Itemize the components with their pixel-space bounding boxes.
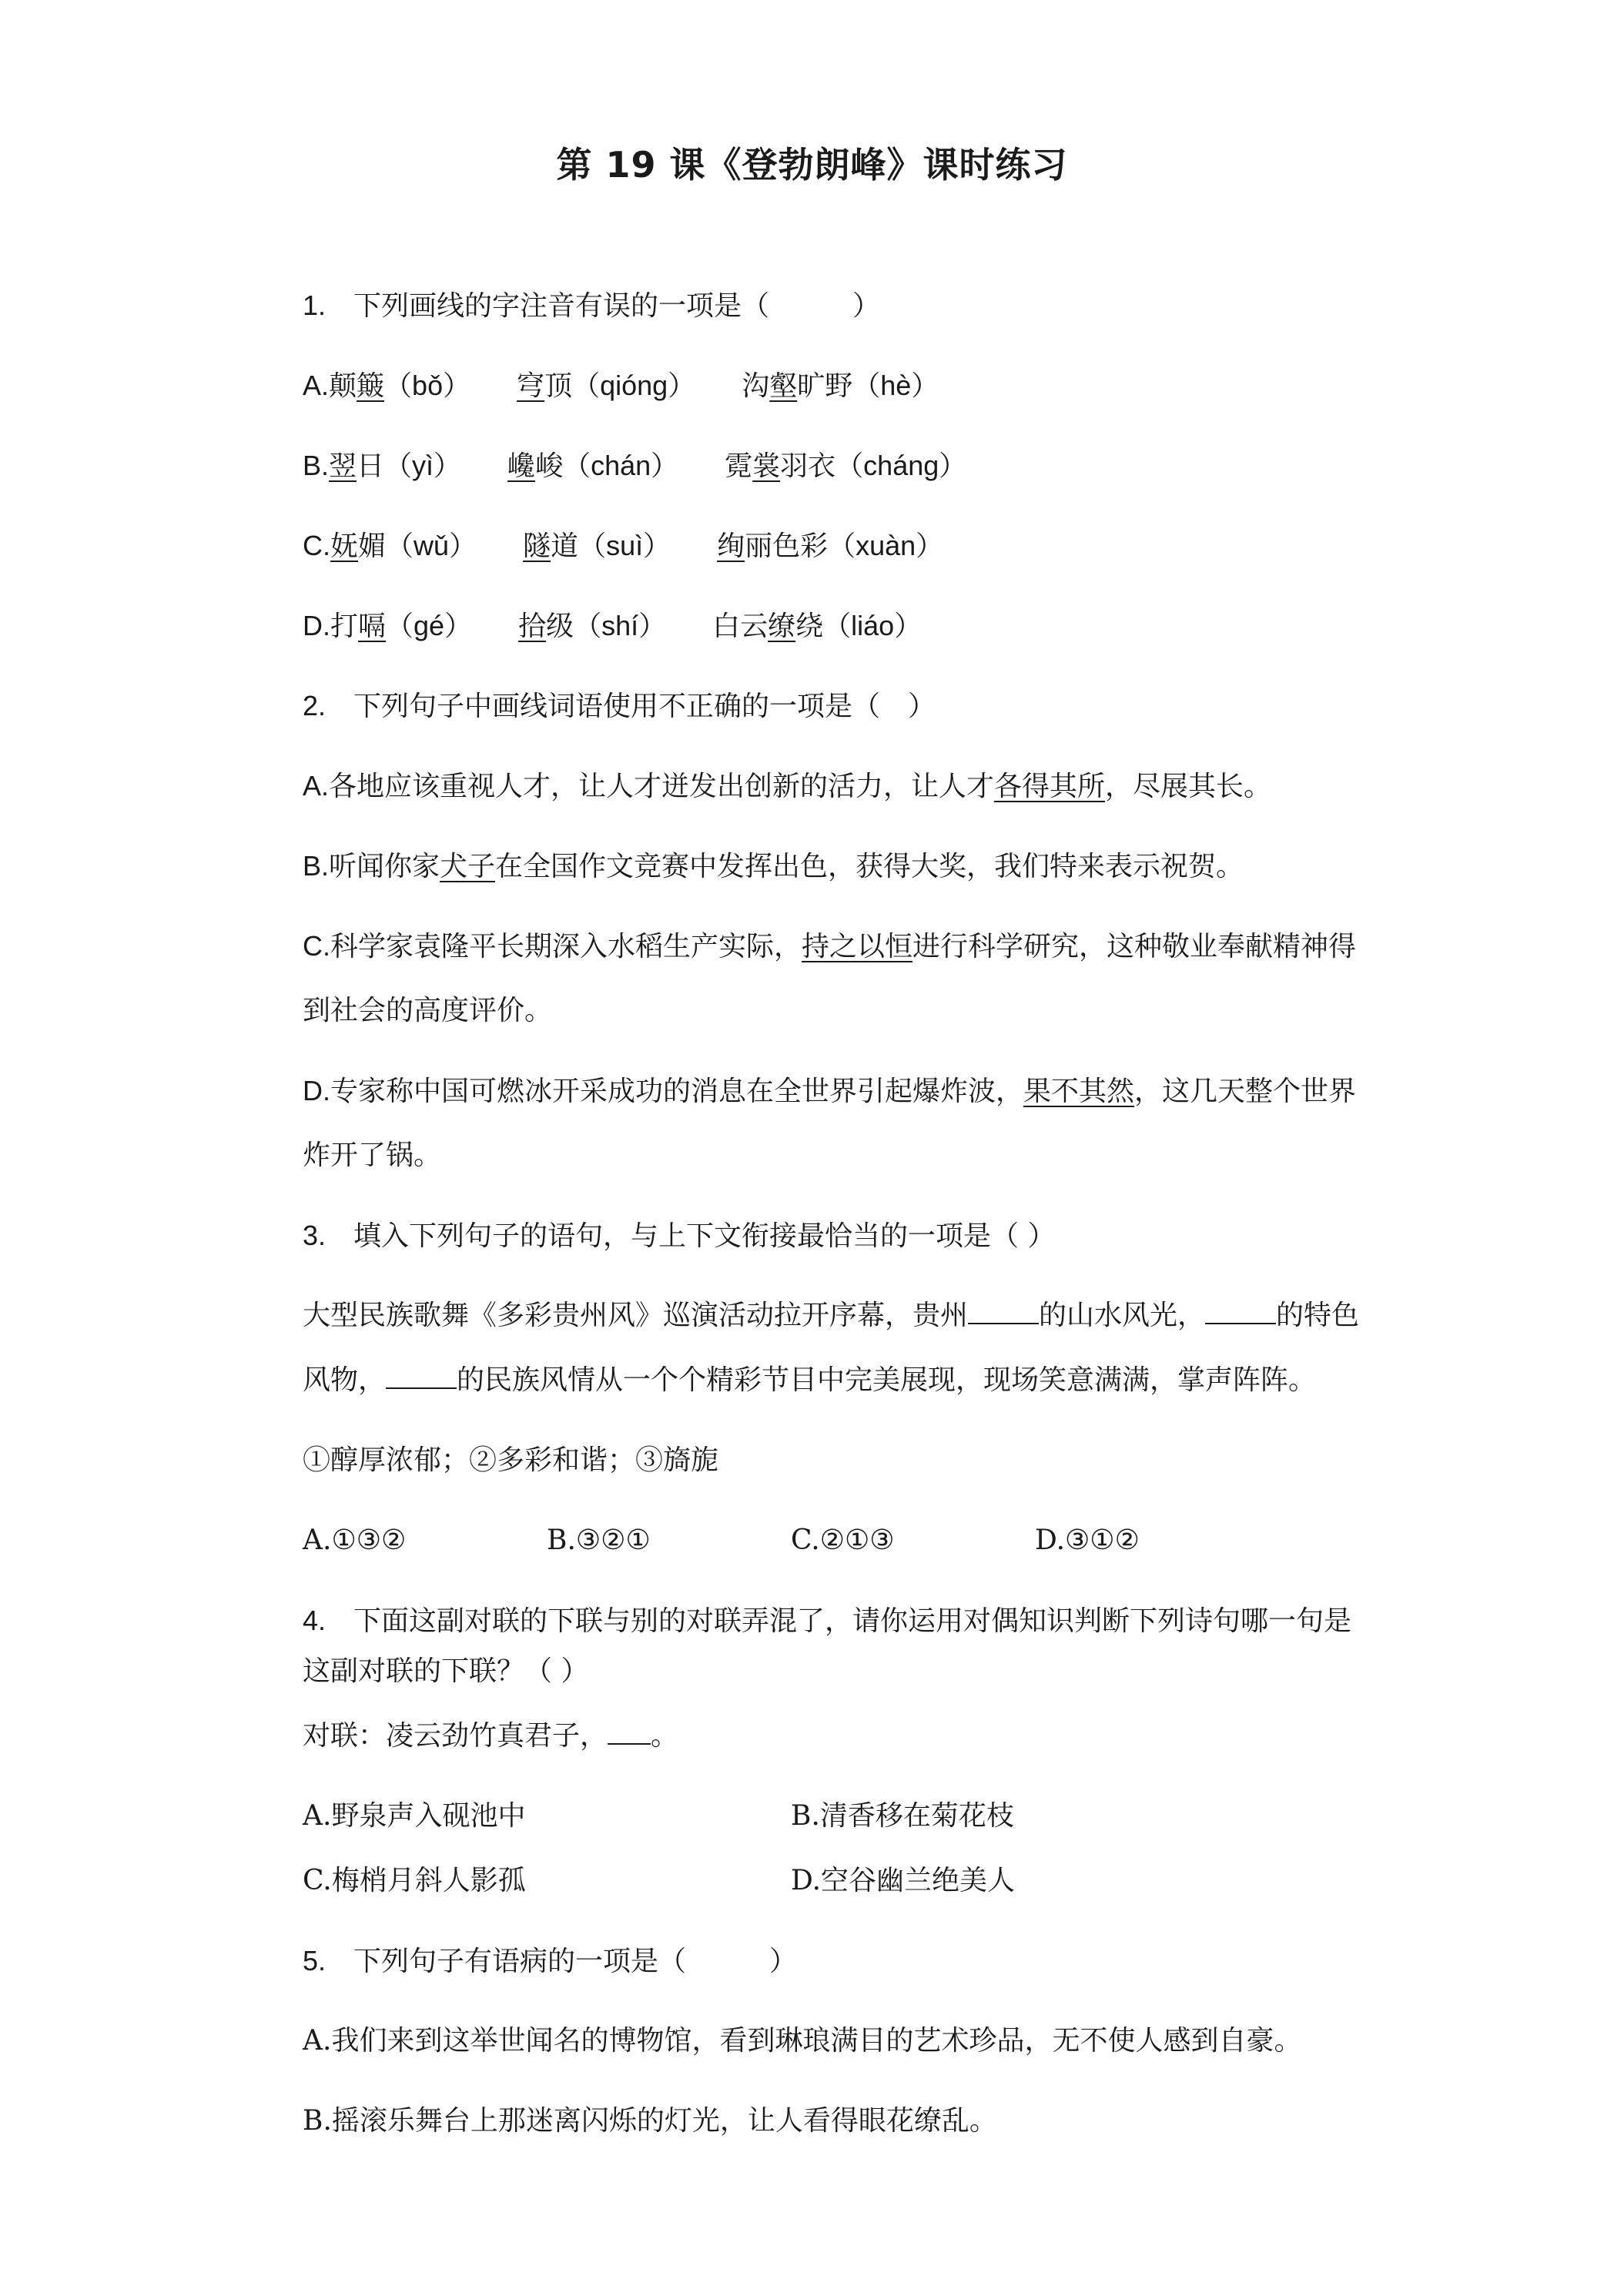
question-3-items: ①醇厚浓郁；②多彩和谐；③旖旎 [303,1444,719,1476]
question-2-option-d: D.专家称中国可燃冰开采成功的消息在全世界引起爆炸波，果不其然，这几天整个世界 [303,1075,1357,1107]
question-4-stem: 4. 下面这副对联的下联与别的对联弄混了，请你运用对偶知识判断下列诗句哪一句是 [303,1605,1352,1637]
question-5-stem: 5. 下列句子有语病的一项是（ ） [303,1945,798,1977]
question-5-option-a: A.我们来到这举世闻名的博物馆，看到琳琅满目的艺术珍品，无不使人感到自豪。 [303,2025,1302,2057]
question-1-stem: 1. 下列画线的字注音有误的一项是（ ） [303,290,881,322]
question-2-option-a: A.各地应该重视人才，让人才迸发出创新的活力，让人才各得其所，尽展其长。 [303,770,1272,802]
fill-blank-1 [968,1297,1039,1324]
fill-blank-3 [386,1361,457,1389]
question-2-option-c: C.科学家袁隆平长期深入水稻生产实际，持之以恒进行科学研究，这种敬业奉献精神得 [303,930,1357,962]
question-3-option-a: A.①③② [303,1525,407,1556]
question-3-passage-line-2: 风物， 的民族风情从一个个精彩节目中完美展现，现场笑意满满，掌声阵阵。 [303,1361,1316,1400]
question-4-option-d: D.空谷幽兰绝美人 [791,1865,1016,1896]
question-2-option-d-cont: 炸开了锅。 [303,1140,442,1171]
question-3-option-c: C.②①③ [791,1525,895,1556]
fill-blank-2 [1205,1297,1276,1324]
question-4-option-c: C.梅梢月斜人影孤 [303,1865,526,1896]
question-3-passage-line-1: 大型民族歌舞《多彩贵州风》巡演活动拉开序幕，贵州 的山水风光， 的特色 [303,1297,1359,1335]
question-4-option-a: A.野泉声入砚池中 [303,1800,526,1832]
question-1-option-a: A.颠簸（bǒ） 穹顶（qióng） 沟壑旷野（hè） [303,370,939,401]
page-title: 第 19 课《登勃朗峰》课时练习 [556,144,1068,186]
question-2-option-c-cont: 到社会的高度评价。 [303,995,553,1026]
question-4-stem-cont: 这副对联的下联？（ ） [303,1655,589,1687]
question-number: 1. [303,290,326,321]
question-2-stem: 2. 下列句子中画线词语使用不正确的一项是（ ） [303,690,936,722]
question-3-option-b: B.③②① [547,1525,651,1556]
question-1-option-b: B.翌日（yì） 巉峻（chán） 霓裳羽衣（cháng） [303,450,967,481]
question-5-option-b: B.摇滚乐舞台上那迷离闪烁的灯光，让人看得眼花缭乱。 [303,2105,997,2137]
question-4-couplet: 对联：凌云劲竹真君子， 。 [303,1717,678,1755]
question-4-option-b: B.清香移在菊花枝 [791,1800,1014,1832]
question-1-option-d: D.打嗝（gé） 拾级（shí） 白云缭绕（liáo） [303,610,922,641]
question-1-option-c: C.妩媚（wǔ） 隧道（suì） 绚丽色彩（xuàn） [303,530,944,561]
question-3-stem: 3. 填入下列句子的语句，与上下文衔接最恰当的一项是（ ） [303,1220,1056,1252]
question-2-option-b: B.听闻你家犬子在全国作文竞赛中发挥出色，获得大奖，我们特来表示祝贺。 [303,850,1244,882]
question-3-option-d: D.③①② [1035,1525,1140,1556]
fill-blank-couplet [608,1717,651,1745]
